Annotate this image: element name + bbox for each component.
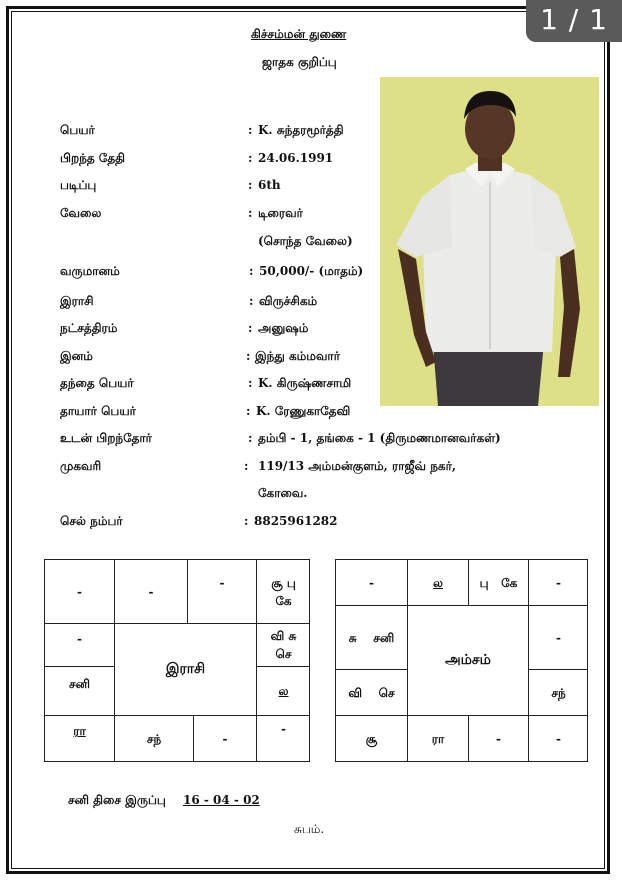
detail-colon: : (246, 349, 251, 363)
detail-label: தந்தை பெயர் (60, 376, 134, 390)
detail-value: 24.06.1991 (258, 151, 334, 165)
rasi-house: - (194, 716, 257, 762)
rasi-chart-center: இராசி (115, 624, 257, 716)
amsam-house: - (529, 560, 588, 606)
rasi-house: - (45, 560, 115, 624)
detail-value-continued: (சொந்த வேலை) (258, 234, 353, 248)
rasi-house: சந் (115, 716, 194, 762)
detail-label: செல் நம்பர் (60, 514, 123, 528)
detail-colon: : (246, 404, 251, 418)
detail-label: நட்சத்திரம் (60, 321, 118, 335)
detail-colon: : (244, 459, 249, 473)
detail-value: தம்பி - 1, தங்கை - 1 (திருமணமானவர்கள்) (258, 431, 501, 445)
detail-label: பெயர் (60, 123, 95, 137)
amsam-house: ரா (408, 716, 469, 762)
detail-label: பிறந்த தேதி (60, 151, 125, 165)
detail-value: டிரைவர் (258, 206, 303, 220)
amsam-house: பு கே (469, 560, 529, 606)
rasi-house: ல (257, 667, 310, 716)
document-subtitle: ஜாதக குறிப்பு (262, 55, 337, 69)
detail-colon: : (248, 178, 253, 192)
detail-label: இனம் (60, 349, 93, 363)
rasi-house: - (188, 560, 257, 624)
detail-label: உடன் பிறந்தோர் (60, 431, 152, 445)
rasi-house: ரா (45, 716, 115, 762)
detail-colon: : (249, 264, 254, 278)
detail-value: K. சுந்தரமூர்த்தி (258, 123, 344, 137)
dasa-label: சனி திசை இருப்பு (68, 793, 166, 807)
detail-colon: : (248, 431, 253, 445)
detail-colon: : (249, 294, 254, 308)
detail-colon: : (248, 123, 253, 137)
detail-colon: : (248, 321, 253, 335)
amsam-house: சு சனி (336, 606, 408, 670)
detail-colon: : (248, 376, 253, 390)
detail-value: அனுஷம் (258, 321, 309, 335)
amsam-house: சந் (529, 670, 588, 716)
detail-value: இந்து கம்மவார் (255, 349, 340, 363)
detail-value: K. கிருஷ்ணசாமி (258, 376, 352, 390)
closing-text: சுபம். (294, 822, 325, 836)
dasa-value: 16 - 04 - 02 (183, 793, 260, 807)
rasi-house: - (45, 624, 115, 667)
document-title: கிச்சம்மன் துணை (251, 27, 347, 41)
detail-value: 8825961282 (254, 514, 338, 528)
rasi-chart (44, 559, 310, 762)
detail-label: முகவரி (60, 459, 102, 473)
amsam-house: - (469, 716, 529, 762)
detail-value: 50,000/- (மாதம்) (259, 264, 364, 278)
detail-colon: : (248, 151, 253, 165)
amsam-house: - (336, 560, 408, 606)
rasi-house: - (115, 560, 188, 624)
rasi-house: - (281, 722, 286, 736)
amsam-chart-center: அம்சம் (408, 606, 529, 716)
profile-photo (380, 77, 599, 406)
detail-label: வருமானம் (60, 264, 120, 278)
detail-value: 6th (258, 178, 281, 192)
amsam-house: - (529, 606, 588, 670)
detail-label: இராசி (60, 294, 94, 308)
detail-colon: : (248, 206, 253, 220)
amsam-house: சூ (336, 716, 408, 762)
detail-label: தாயார் பெயர் (60, 404, 136, 418)
amsam-house: ல (408, 560, 469, 606)
rasi-house: சூ பு கே (257, 560, 310, 624)
detail-value: K. ரேணுகாதேவி (256, 404, 351, 418)
detail-value-continued: கோவை. (258, 486, 308, 500)
detail-value: விருச்சிகம் (259, 294, 318, 308)
amsam-house: வி செ (336, 670, 408, 716)
rasi-house: வி சு செ (257, 624, 310, 667)
detail-label: வேலை (60, 206, 102, 220)
amsam-chart (335, 559, 588, 762)
detail-value: 119/13 அம்மன்குளம், ராஜீவ் நகர், (258, 459, 457, 473)
amsam-house: - (556, 732, 561, 746)
rasi-house: சனி (45, 667, 115, 716)
detail-colon: : (244, 514, 249, 528)
detail-label: படிப்பு (60, 178, 97, 192)
page-counter: 1 / 1 (526, 0, 622, 42)
